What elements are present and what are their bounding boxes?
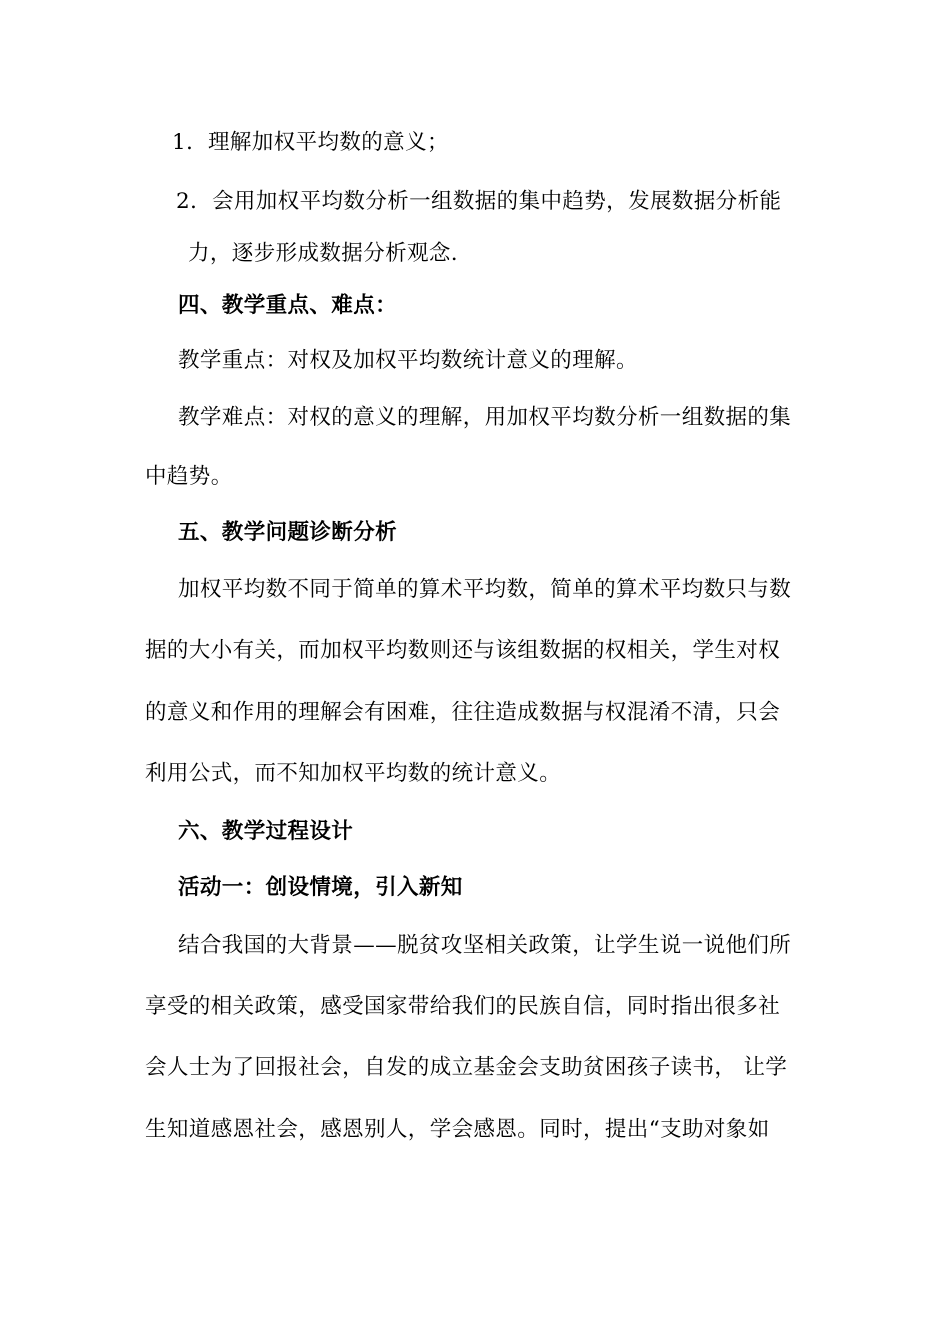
section-5-para-line-2: 据的大小有关，而加权平均数则还与该组数据的权相关，学生对权 (145, 638, 781, 663)
section-5-heading: 五、教学问题诊断分析 (178, 520, 398, 545)
section-5-para-line-1: 加权平均数不同于简单的算术平均数，简单的算术平均数只与数 (178, 577, 792, 602)
key-point-text: 教学重点：对权及加权平均数统计意义的理解。 (178, 348, 638, 373)
objective-item-2-line-2: 力，逐步形成数据分析观念. (188, 241, 459, 266)
section-6-para-line-2: 享受的相关政策，感受国家带给我们的民族自信，同时指出很多社 (145, 994, 781, 1019)
difficulty-line-1: 教学难点：对权的意义的理解，用加权平均数分析一组数据的集 (178, 405, 792, 430)
objective-item-1: 1．理解加权平均数的意义； (172, 130, 449, 155)
activity-1-heading: 活动一：创设情境，引入新知 (178, 875, 463, 900)
section-5-para-line-4: 利用公式，而不知加权平均数的统计意义。 (145, 761, 562, 786)
objective-item-2-line-1: 2．会用加权平均数分析一组数据的集中趋势，发展数据分析能 (176, 189, 782, 214)
section-6-para-line-4: 生知道感恩社会，感恩别人，学会感恩。同时，提出“支助对象如 (145, 1117, 770, 1142)
section-6-para-line-1: 结合我国的大背景——脱贫攻坚相关政策，让学生说一说他们所 (178, 933, 792, 958)
section-4-heading: 四、教学重点、难点： (178, 293, 398, 318)
section-6-para-line-3: 会人士为了回报社会，自发的成立基金会支助贫困孩子读书， 让学 (145, 1055, 788, 1080)
section-6-heading: 六、教学过程设计 (178, 819, 354, 844)
section-5-para-line-3: 的意义和作用的理解会有困难，往往造成数据与权混淆不清，只会 (145, 700, 781, 725)
difficulty-line-2: 中趋势。 (145, 464, 233, 489)
